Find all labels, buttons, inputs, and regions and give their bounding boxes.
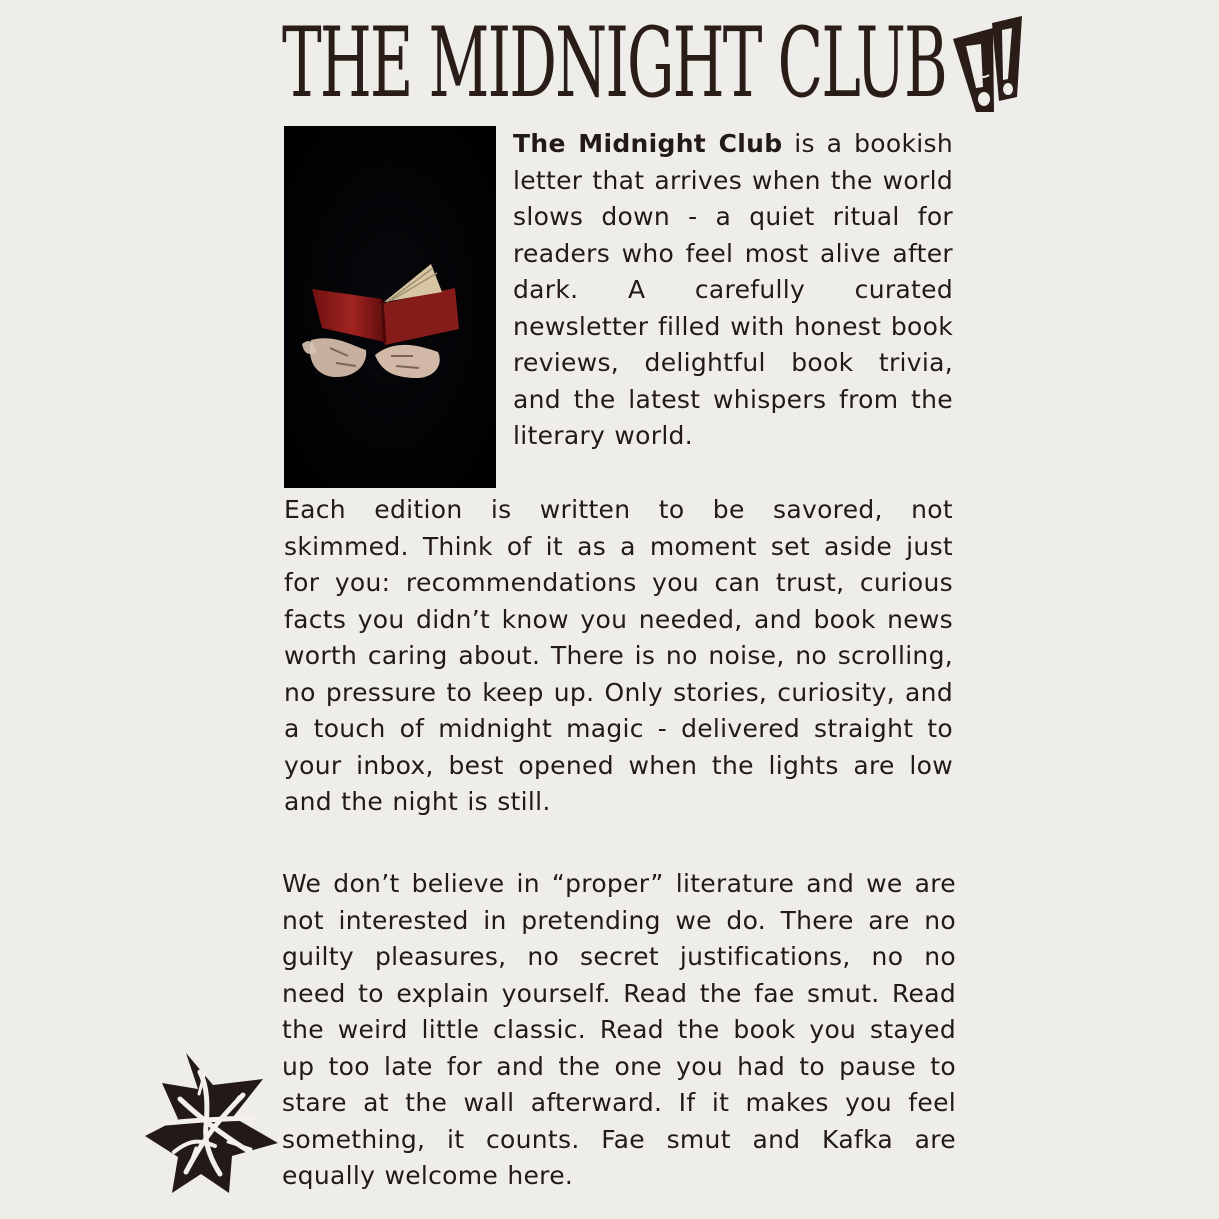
- edition-paragraph: Each edition is written to be savored, not skimmed. Think of it as a moment set aside just for you: recommendations you can trust, curious facts you didn’t know you needed, and book news worth caring about. There is no noise, no scrolling, no pressure to keep up. Only stories, curiosity, and a touch of midnight magic - delivered straight to your inbox, best opened when the lights are low and the night is still.: [284, 495, 953, 816]
- double-exclamation-icon: [950, 16, 1026, 112]
- reading-paragraph: We don’t believe in “proper” literature and we are not interested in pretending we do. There are no guilty pleasures, no secret justifications, no no need to explain yourself. Read the fae smut. Read the weird little classic. Read the book you stayed up too late for and the one you had to pause to stare at the wall afterward. If it makes you feel something, it counts. Fae smut and Kafka are equally welcome here.: [282, 869, 956, 1190]
- star-doodle-icon: [141, 1048, 281, 1196]
- intro-text: is a bookish letter that arrives when the world slows down - a quiet ritual for readers who feel most alive after dark. A carefully curated newsletter filled with honest book reviews, delightful book trivia, and the latest whispers from the literary world.: [513, 129, 953, 450]
- hands-holding-red-book-photo: [284, 126, 496, 488]
- page-title: THE MIDNIGHT CLUB: [282, 7, 946, 119]
- newsletter-name: The Midnight Club: [513, 129, 783, 158]
- intro-paragraph: [513, 126, 953, 455]
